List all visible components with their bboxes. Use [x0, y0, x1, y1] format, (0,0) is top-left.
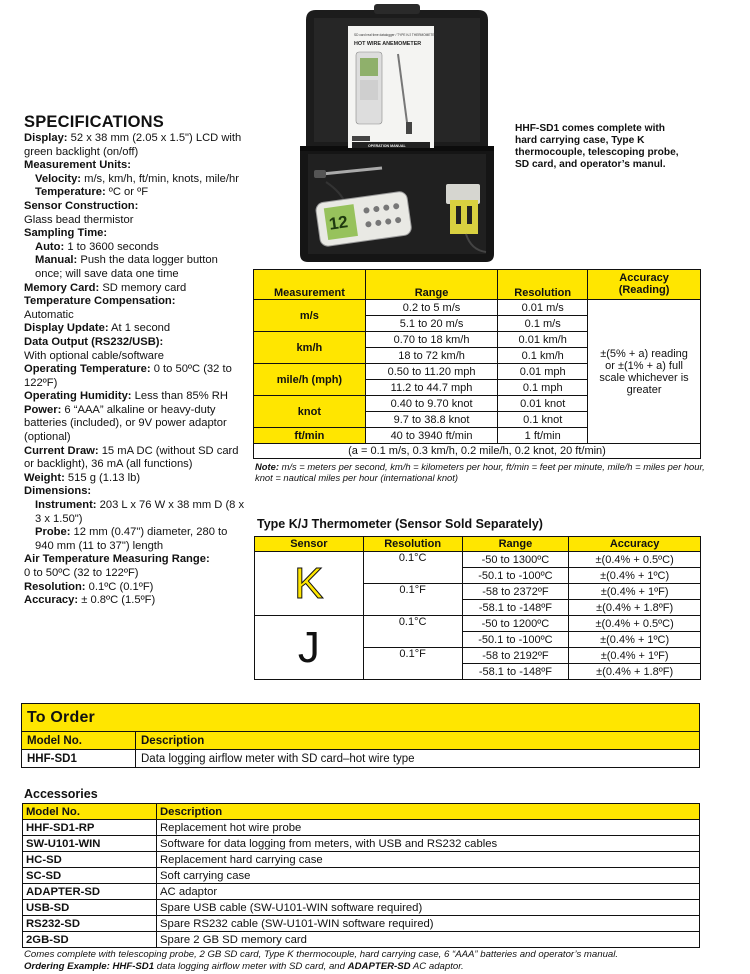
sensor-accuracy: ±(0.4% + 1ºF) — [569, 648, 701, 664]
spec-value: 0.1ºC (0.1ºF) — [88, 580, 154, 593]
sensor-resolution: 0.1°F — [363, 648, 462, 680]
measurement-range: 0.40 to 9.70 knot — [365, 396, 498, 412]
ordering-example-label: Ordering Example: HHF-SD1 — [24, 961, 155, 972]
spec-item — [24, 282, 246, 296]
sensor-accuracy: ±(0.4% + 1ºC) — [569, 632, 701, 648]
accessory-model: ADAPTER-SD — [23, 884, 157, 900]
spec-value: ºC or ºF — [108, 186, 149, 199]
sensor-type-k: K — [255, 552, 364, 616]
thermometer-row — [255, 552, 701, 568]
accessory-row — [23, 836, 700, 852]
spec-item — [24, 186, 246, 200]
measurement-resolution: 0.01 km/h — [498, 332, 588, 348]
accessory-row — [23, 868, 700, 884]
specifications-title: SPECIFICATIONS — [24, 113, 165, 131]
spec-item — [24, 404, 246, 445]
sensor-range: -58.1 to -148ºF — [462, 600, 569, 616]
specifications-list — [24, 132, 246, 608]
spec-item — [24, 499, 246, 526]
sensor-range: -50 to 1200ºC — [462, 616, 569, 632]
spec-value: 515 g (1.13 lb) — [67, 471, 141, 484]
order-table-body — [22, 750, 700, 768]
accessory-model: HC-SD — [23, 852, 157, 868]
spec-item — [24, 173, 246, 187]
measurement-range: 18 to 72 km/h — [365, 348, 498, 364]
thermometer-title: Type K/J Thermometer (Sensor Sold Separately) — [257, 517, 543, 531]
sensor-type-j: J — [255, 616, 364, 680]
measurement-unit: knot — [254, 396, 366, 428]
spec-label: Manual: — [35, 254, 78, 267]
measurement-range: 0.70 to 18 km/h — [365, 332, 498, 348]
sensor-range: -58 to 2372ºF — [462, 584, 569, 600]
spec-label: Sensor Construction: — [24, 199, 139, 212]
units-note — [255, 461, 705, 483]
spec-label: Display: — [24, 132, 68, 144]
measurement-resolution: 0.1 m/s — [498, 316, 588, 332]
measurement-footer-row — [254, 444, 701, 459]
accessory-row — [23, 884, 700, 900]
spec-label: Data Output (RS232/USB): — [24, 335, 164, 348]
spec-value: 15 mA DC (without SD card or backlight), 36 mA (all functions) — [24, 444, 239, 471]
order-table — [21, 703, 700, 768]
measurement-resolution: 1 ft/min — [498, 428, 588, 444]
measurement-accuracy: ±(5% + a) reading or ±(1% + a) full scale whichever is greater — [588, 300, 701, 444]
product-photo — [296, 2, 498, 264]
measurement-unit: ft/min — [254, 428, 366, 444]
measurement-resolution: 0.1 knot — [498, 412, 588, 428]
order-model: HHF-SD1 — [22, 750, 136, 768]
spec-label: Air Temperature Measuring Range: — [24, 553, 210, 566]
spec-item — [24, 200, 246, 227]
accessory-description: Spare 2 GB SD memory card — [157, 932, 700, 948]
spec-value: 52 x 38 mm (2.05 x 1.5") LCD with green backlight (on/off) — [24, 132, 242, 158]
spec-item — [24, 581, 246, 595]
header-accuracy: Accuracy (Reading) — [588, 270, 701, 300]
accessory-row — [23, 852, 700, 868]
accessory-row — [23, 900, 700, 916]
spec-value: 0 to 50ºC (32 to 122ºF) — [24, 363, 232, 389]
spec-value: ± 0.8ºC (1.5ºF) — [81, 594, 156, 607]
spec-item — [24, 254, 246, 281]
spec-value: m/s, km/h, ft/min, knots, mile/hr — [84, 172, 239, 185]
spec-item — [24, 553, 246, 580]
spec-value: SD memory card — [102, 281, 187, 294]
spec-item — [24, 159, 246, 173]
accessories-note — [24, 949, 744, 973]
accessories-table-body — [23, 820, 700, 948]
measurement-resolution: 0.1 mph — [498, 380, 588, 396]
sensor-accuracy: ±(0.4% + 1ºC) — [569, 568, 701, 584]
sensor-resolution: 0.1°C — [363, 552, 462, 584]
acc-header-description: Description — [157, 804, 700, 820]
spec-label: Instrument: — [35, 499, 97, 512]
spec-label: Velocity: — [35, 172, 82, 185]
sensor-range: -58 to 2192ºF — [462, 648, 569, 664]
sensor-range: -58.1 to -148ºF — [462, 664, 569, 680]
accessories-table — [22, 803, 700, 948]
accessory-description: Replacement hot wire probe — [157, 820, 700, 836]
spec-value: Glass bead thermistor — [24, 213, 134, 226]
spec-value: Automatic — [24, 308, 74, 321]
thermometer-table-body — [255, 552, 701, 680]
sensor-accuracy: ±(0.4% + 0.5ºC) — [569, 616, 701, 632]
measurement-resolution: 0.1 km/h — [498, 348, 588, 364]
manual-small-text: SD card real time datalogger / TYPE K/J THERMOMETER — [354, 33, 437, 37]
sensor-accuracy: ±(0.4% + 1.8ºF) — [569, 600, 701, 616]
order-description: Data logging airflow meter with SD card–hot wire type — [136, 750, 700, 768]
spec-label: Dimensions: — [24, 485, 92, 498]
ordering-example-middle: data logging airflow meter with SD card, and — [154, 961, 348, 972]
spec-item — [24, 227, 246, 241]
specifications-section — [24, 114, 246, 608]
spec-label: Temperature Compensation: — [24, 295, 176, 308]
sensor-resolution: 0.1°C — [363, 616, 462, 648]
spec-label: Operating Temperature: — [24, 363, 151, 376]
ordering-example-model2: ADAPTER-SD — [347, 961, 411, 972]
spec-label: Measurement Units: — [24, 159, 131, 172]
spec-value: 12 mm (0.47") diameter, 280 to 940 mm (11 to 37") length — [35, 526, 228, 552]
measurement-table-body — [254, 300, 701, 459]
accessory-row — [23, 820, 700, 836]
sensor-accuracy: ±(0.4% + 1.8ºF) — [569, 664, 701, 680]
spec-label: Temperature: — [35, 186, 106, 199]
measurement-table — [253, 269, 701, 459]
accessory-model: RS232-SD — [23, 916, 157, 932]
ordering-example — [24, 961, 744, 973]
spec-item — [24, 295, 246, 322]
accessory-description: Spare RS232 cable (SW-U101-WIN software required) — [157, 916, 700, 932]
spec-value: 0 to 50ºC (32 to 122ºF) — [24, 567, 139, 579]
accessory-description: Software for data logging from meters, with USB and RS232 cables — [157, 836, 700, 852]
accessory-model: USB-SD — [23, 900, 157, 916]
measurement-range: 5.1 to 20 m/s — [365, 316, 498, 332]
measurement-unit: m/s — [254, 300, 366, 332]
spec-value: With optional cable/software — [24, 349, 164, 362]
measurement-resolution: 0.01 mph — [498, 364, 588, 380]
sensor-range: -50 to 1300ºC — [462, 552, 569, 568]
spec-item — [24, 485, 246, 499]
acc-header-model: Model No. — [23, 804, 157, 820]
note-text: m/s = meters per second, km/h = kilometers per hour, ft/min = feet per minute, mile/h = miles per hour, knot = nautical miles per hour (international knot) — [255, 461, 705, 483]
spec-label: Accuracy: — [24, 594, 79, 607]
measurement-range: 11.2 to 44.7 mph — [365, 380, 498, 396]
spec-value: 203 L x 76 W x 38 mm D (8 x 3 x 1.50") — [35, 499, 245, 525]
spec-value: At 1 second — [111, 322, 171, 335]
thermometer-table — [254, 536, 701, 680]
header-range: Range — [365, 270, 498, 300]
order-row — [22, 750, 700, 768]
spec-label: Memory Card: — [24, 281, 100, 294]
spec-item — [24, 336, 246, 363]
spec-label: Weight: — [24, 471, 65, 484]
accessories-title: Accessories — [24, 787, 98, 801]
spec-item — [24, 594, 246, 608]
spec-label: Sampling Time: — [24, 227, 108, 240]
tc-header-sensor: Sensor — [255, 537, 364, 552]
spec-item — [24, 445, 246, 472]
measurement-range: 9.7 to 38.8 knot — [365, 412, 498, 428]
accessory-model: SW-U101-WIN — [23, 836, 157, 852]
measurement-row — [254, 300, 701, 316]
spec-value: Push the data logger button once; will save data one time — [35, 254, 218, 280]
accessory-description: Replacement hard carrying case — [157, 852, 700, 868]
measurement-resolution: 0.01 m/s — [498, 300, 588, 316]
spec-item — [24, 526, 246, 553]
tc-header-accuracy: Accuracy — [569, 537, 701, 552]
spec-item — [24, 472, 246, 486]
header-resolution: Resolution — [498, 270, 588, 300]
spec-value: Less than 85% RH — [134, 390, 228, 403]
measurement-unit: mile/h (mph) — [254, 364, 366, 396]
measurement-range: 40 to 3940 ft/min — [365, 428, 498, 444]
accessory-description: AC adaptor — [157, 884, 700, 900]
manual-footer-text: OPERATION MANUAL — [368, 144, 406, 148]
order-title: To Order — [22, 704, 700, 732]
spec-label: Operating Humidity: — [24, 390, 132, 403]
measurement-range: 0.2 to 5 m/s — [365, 300, 498, 316]
spec-label: Auto: — [35, 240, 65, 253]
spec-value: 1 to 3600 seconds — [67, 240, 159, 253]
spec-value: 6 “AAA” alkaline or heavy-duty batteries (included), or 9V power adaptor (optional) — [24, 403, 227, 444]
measurement-range: 0.50 to 11.20 mph — [365, 364, 498, 380]
measurement-unit: km/h — [254, 332, 366, 364]
measurement-footer: (a = 0.1 m/s, 0.3 km/h, 0.2 mile/h, 0.2 knot, 20 ft/min) — [254, 444, 701, 459]
ordering-example-tail: AC adaptor. — [410, 961, 464, 972]
spec-item — [24, 363, 246, 390]
lcd-digits: 12 — [327, 212, 350, 234]
spec-item — [24, 322, 246, 336]
accessory-description: Soft carrying case — [157, 868, 700, 884]
header-measurement: Measurement — [254, 270, 366, 300]
spec-label: Power: — [24, 403, 62, 416]
tc-header-range: Range — [462, 537, 569, 552]
measurement-resolution: 0.01 knot — [498, 396, 588, 412]
sensor-range: -50.1 to -100ºC — [462, 632, 569, 648]
spec-label: Resolution: — [24, 580, 86, 593]
manual-title-text: HOT WIRE ANEMOMETER — [354, 41, 422, 47]
sensor-range: -50.1 to -100ºC — [462, 568, 569, 584]
accessory-model: SC-SD — [23, 868, 157, 884]
accessory-model: 2GB-SD — [23, 932, 157, 948]
accessory-row — [23, 916, 700, 932]
spec-label: Probe: — [35, 526, 71, 539]
sensor-accuracy: ±(0.4% + 1ºF) — [569, 584, 701, 600]
accessory-model: HHF-SD1-RP — [23, 820, 157, 836]
carrying-case-illustration — [296, 2, 498, 264]
spec-label: Current Draw: — [24, 444, 99, 457]
thermometer-row — [255, 616, 701, 632]
tc-header-resolution: Resolution — [363, 537, 462, 552]
product-caption: HHF-SD1 comes complete with hard carrying case, Type K thermocouple, telescoping probe, SD card, and operator’s manul. — [515, 123, 679, 170]
spec-item — [24, 390, 246, 404]
sensor-resolution: 0.1°F — [363, 584, 462, 616]
spec-item — [24, 132, 246, 159]
sensor-accuracy: ±(0.4% + 0.5ºC) — [569, 552, 701, 568]
order-header-model: Model No. — [22, 732, 136, 750]
order-header-description: Description — [136, 732, 700, 750]
included-items-note: Comes complete with telescoping probe, 2 GB SD card, Type K thermocouple, hard carrying case, 6 “AAA” batteries and operator’s manual. — [24, 949, 619, 960]
spec-item — [24, 241, 246, 255]
spec-label: Display Update: — [24, 322, 109, 335]
accessory-row — [23, 932, 700, 948]
note-label: Note: — [255, 461, 279, 472]
accessory-description: Spare USB cable (SW-U101-WIN software required) — [157, 900, 700, 916]
